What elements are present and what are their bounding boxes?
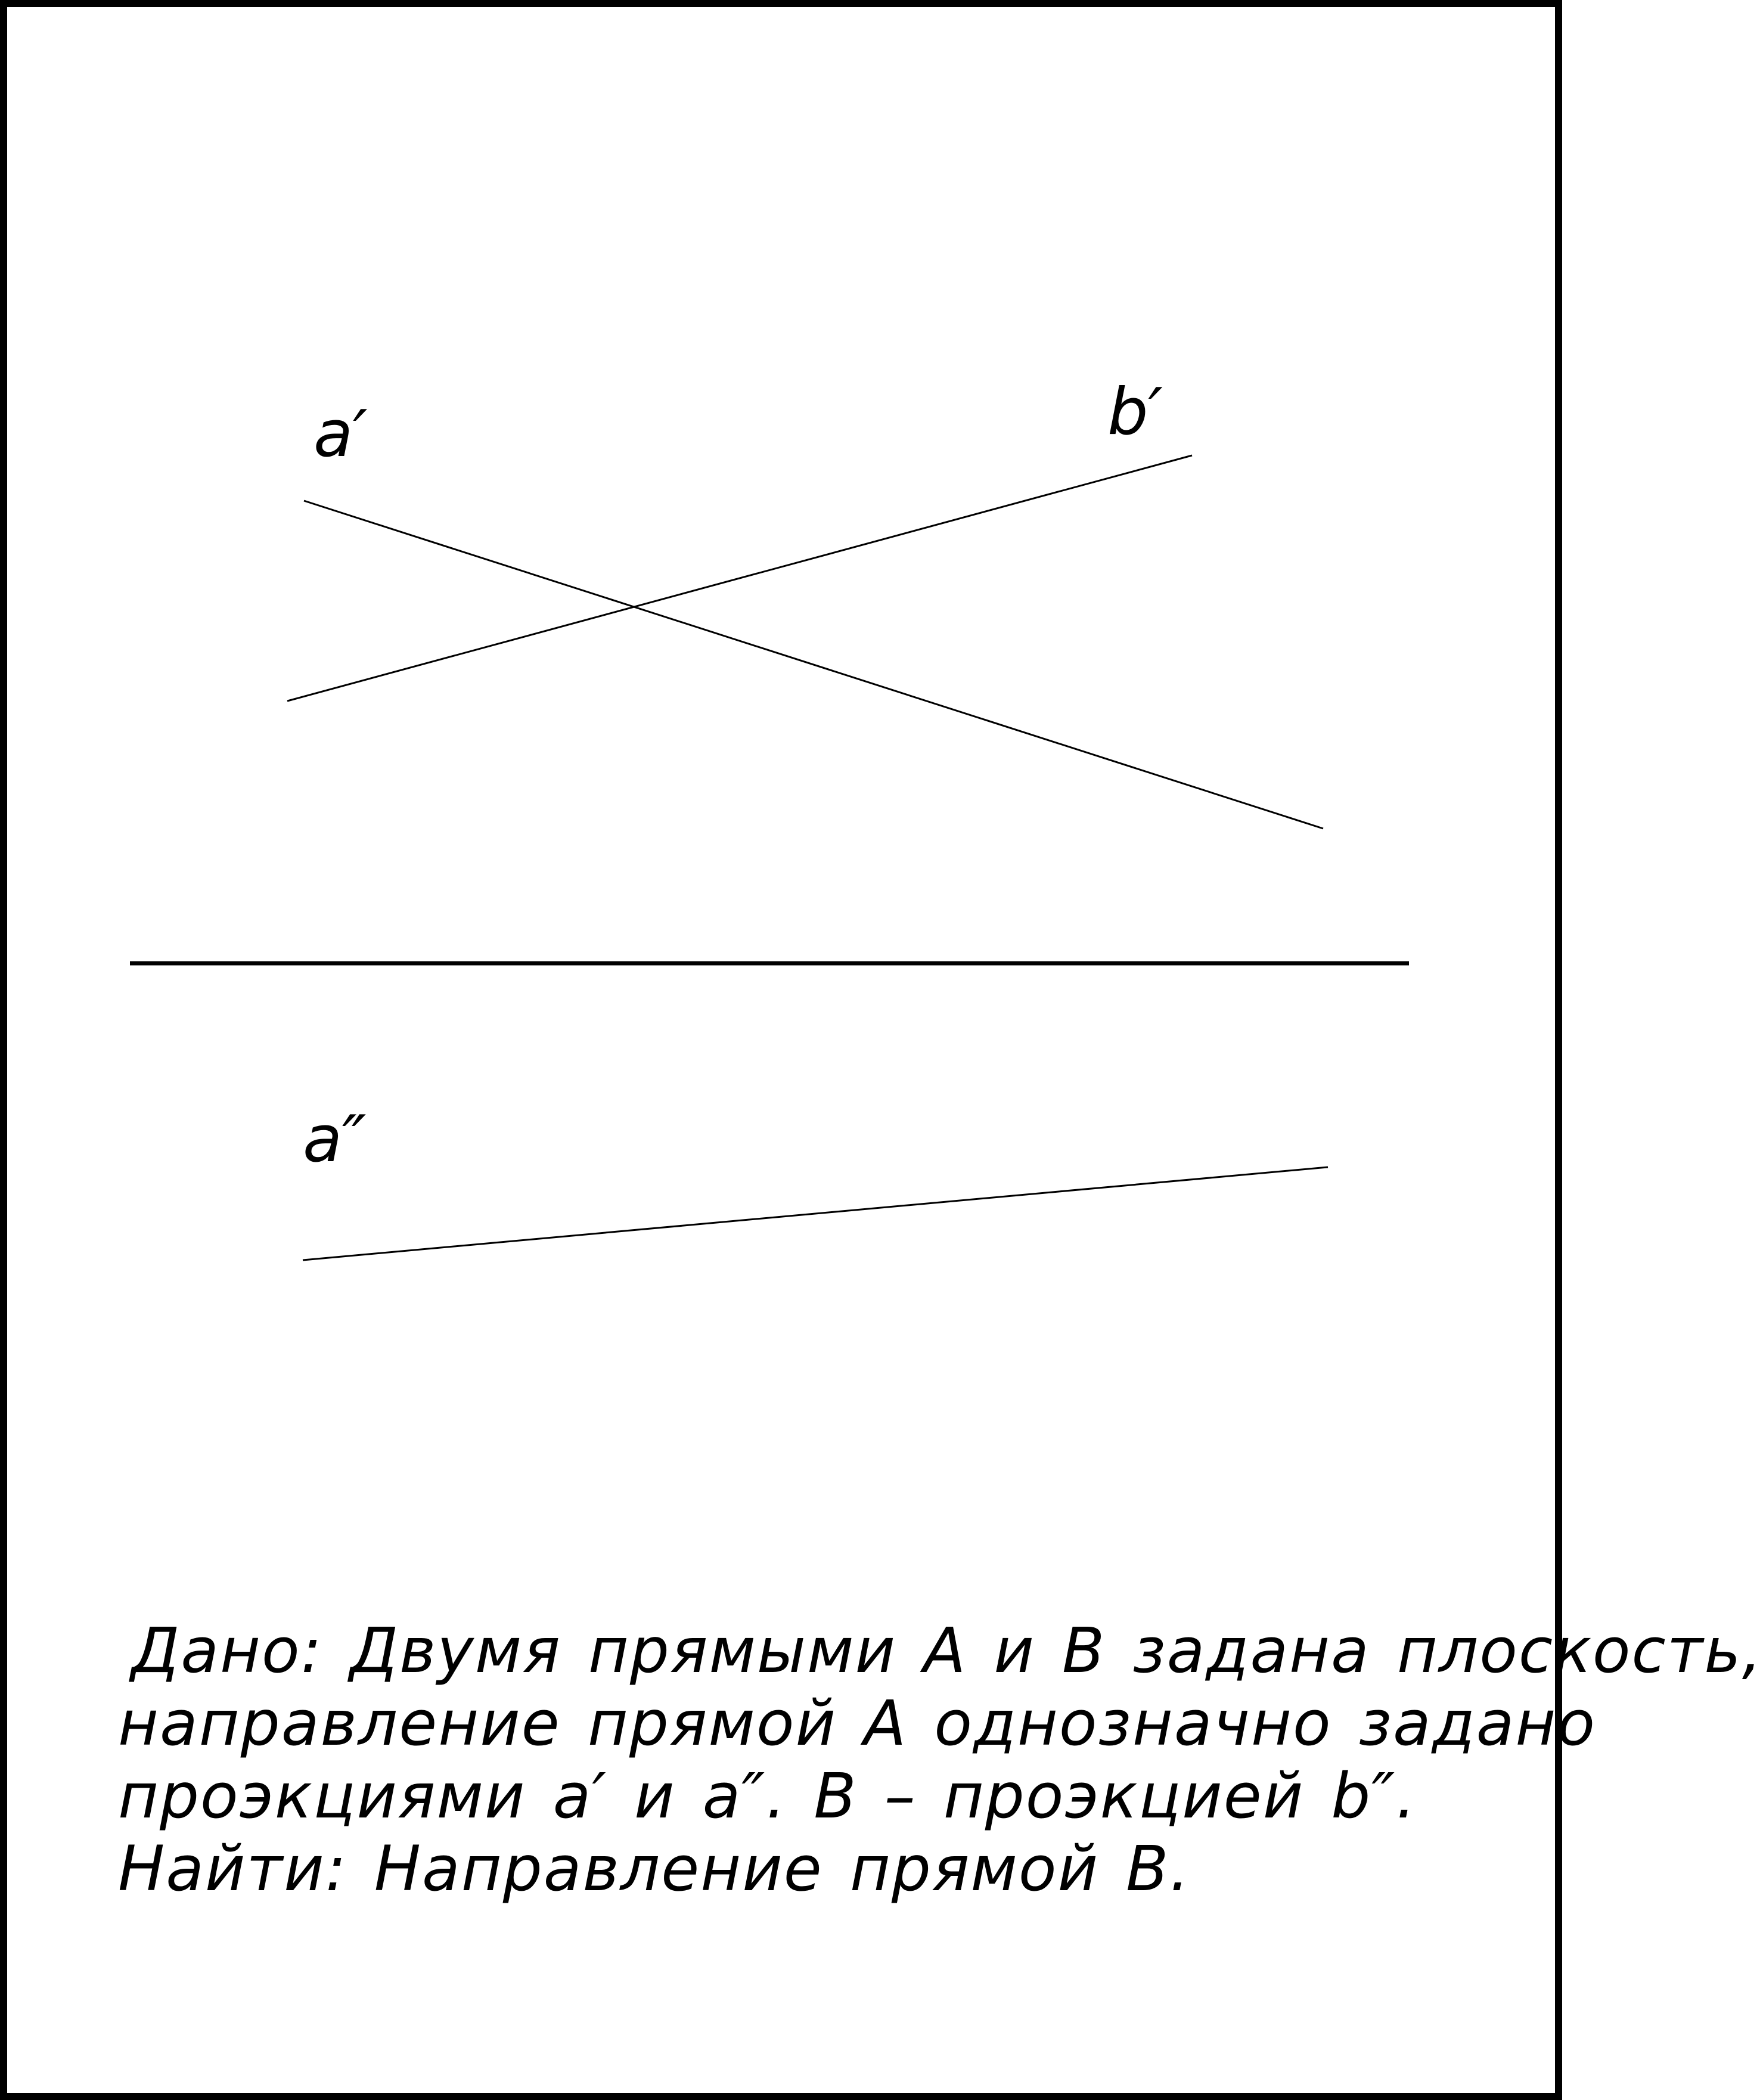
task-line-projections: проэкциями a′ и a″. В – проэкцией b″.	[118, 1760, 1417, 1832]
label-a-prime: a′	[314, 397, 368, 472]
task-statement	[118, 1614, 1763, 1905]
projection-line-a-double-prime	[303, 1167, 1328, 1260]
task-line-given: Дано: Двумя прямыми А и В задана плоскость,	[131, 1614, 1763, 1687]
projection-line-a-prime	[304, 501, 1323, 829]
label-a-double-prime: a″	[303, 1102, 367, 1177]
task-line-find: Найти: Направление прямой В.	[118, 1832, 1191, 1905]
label-b-prime: b′	[1107, 375, 1163, 449]
projection-line-b-prime	[287, 455, 1192, 701]
task-line-direction: направление прямой А однозначно задано	[118, 1687, 1596, 1760]
